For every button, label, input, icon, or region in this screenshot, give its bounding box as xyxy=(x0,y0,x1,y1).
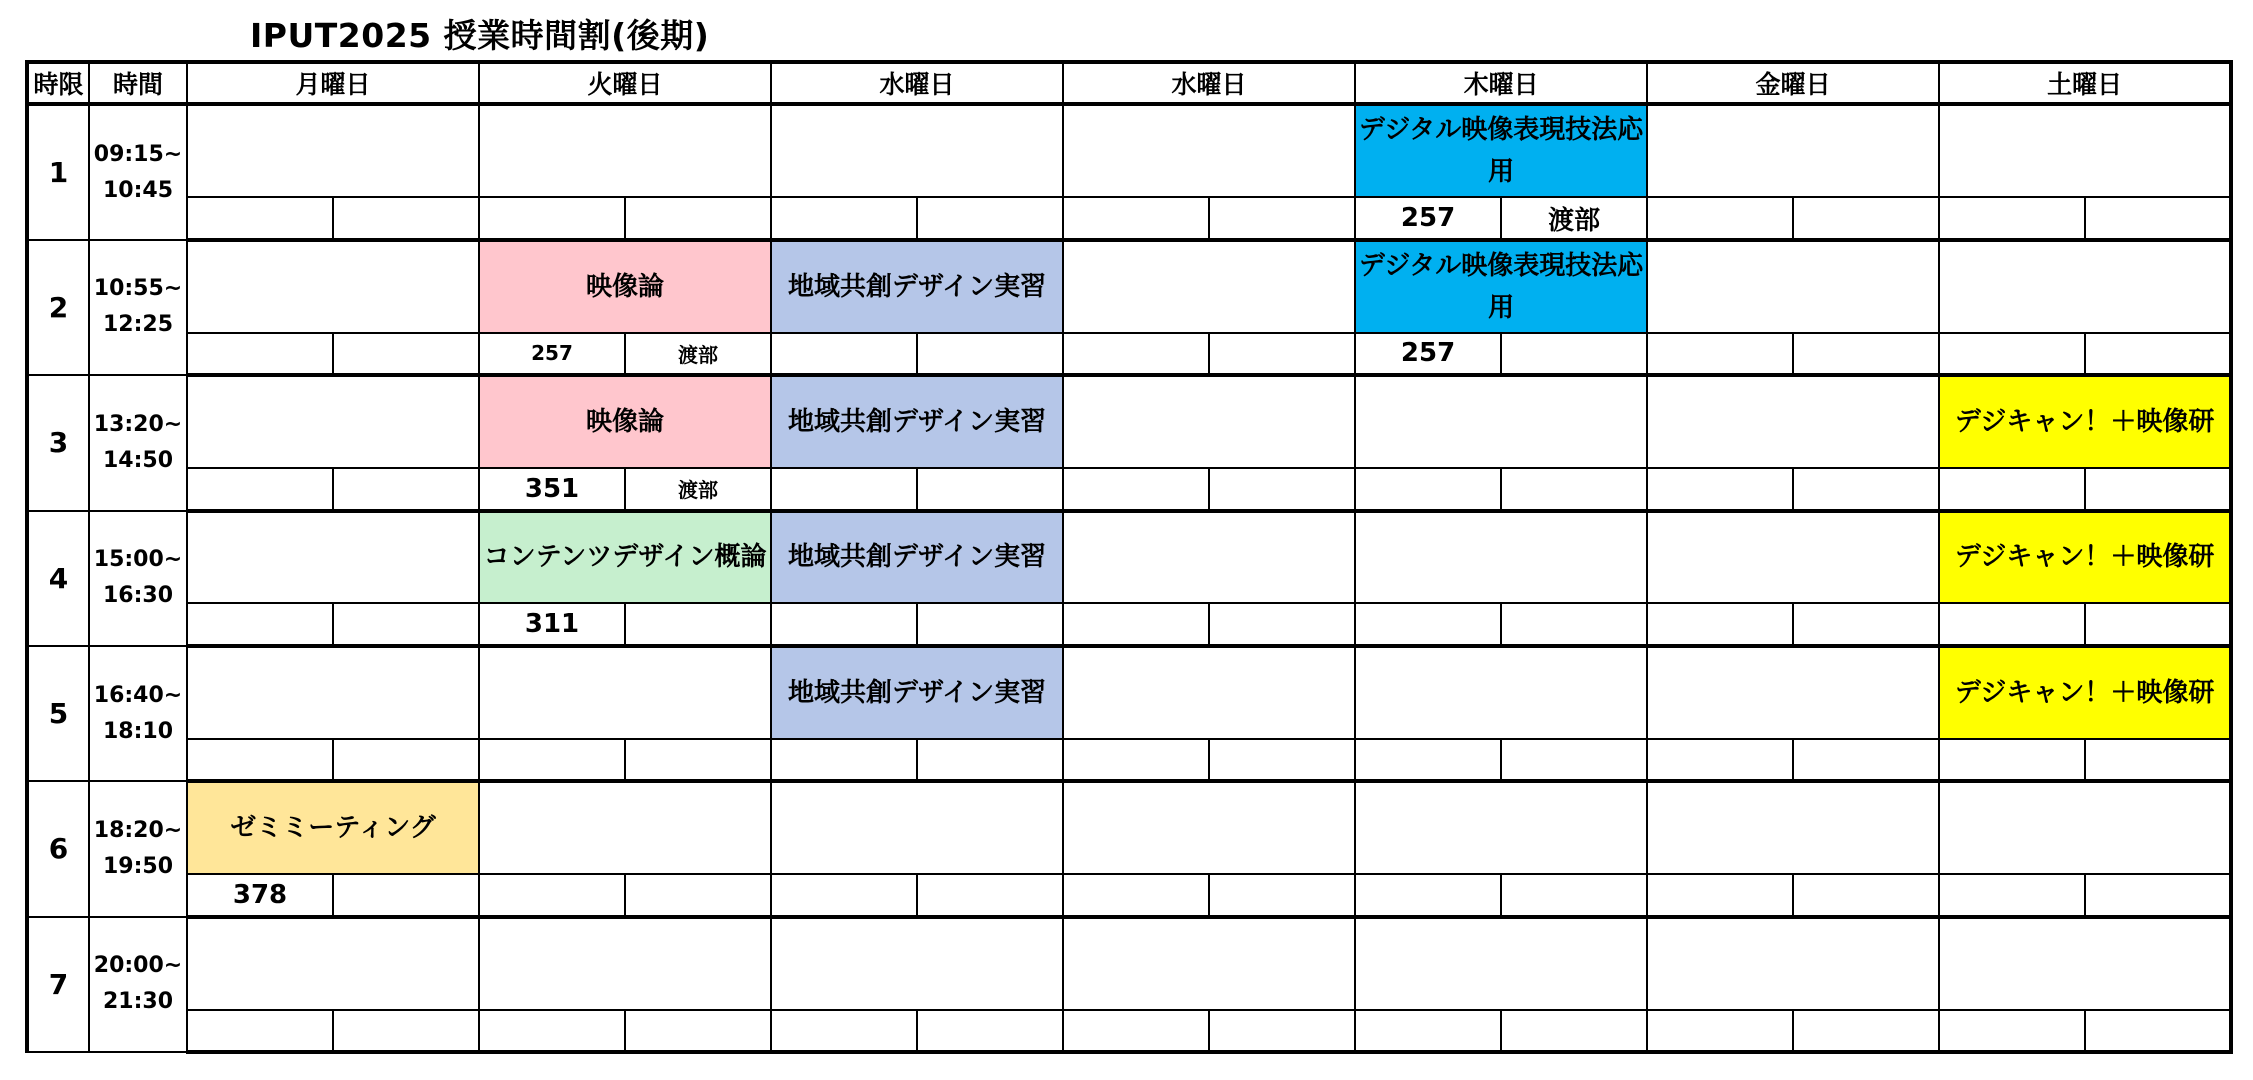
room-cell xyxy=(771,874,917,916)
room-cell: 378 xyxy=(187,874,333,916)
teacher-cell xyxy=(1209,1010,1355,1052)
teacher-cell xyxy=(2085,1010,2231,1052)
time-end: 12:25 xyxy=(102,312,174,338)
period-time xyxy=(89,240,187,375)
period-row xyxy=(27,375,2231,468)
class-cell xyxy=(1063,917,1355,1010)
teacher-cell xyxy=(1501,739,1647,781)
class-cell xyxy=(1647,511,1939,604)
header-day: 火曜日 xyxy=(479,62,771,104)
teacher-cell xyxy=(917,197,1063,239)
teacher-cell xyxy=(625,603,771,645)
room-cell xyxy=(1063,603,1209,645)
period-time xyxy=(89,511,187,646)
teacher-cell xyxy=(917,739,1063,781)
room-cell xyxy=(187,197,333,239)
header-day: 金曜日 xyxy=(1647,62,1939,104)
teacher-cell xyxy=(2085,739,2231,781)
room-cell xyxy=(1647,1010,1793,1052)
room-cell xyxy=(771,333,917,375)
teacher-cell xyxy=(917,1010,1063,1052)
time-end: 21:30 xyxy=(102,989,174,1015)
teacher-cell xyxy=(1209,739,1355,781)
teacher-cell xyxy=(625,739,771,781)
room-cell xyxy=(1939,1010,2085,1052)
time-start: 20:00~ xyxy=(93,953,183,979)
time-end: 18:10 xyxy=(102,718,174,744)
teacher-cell xyxy=(333,333,479,375)
room-cell xyxy=(1063,197,1209,239)
teacher-cell xyxy=(2085,468,2231,510)
room-cell xyxy=(1355,1010,1501,1052)
teacher-cell xyxy=(917,874,1063,916)
header-time: 時間 xyxy=(89,62,187,104)
teacher-cell xyxy=(917,603,1063,645)
header-day: 土曜日 xyxy=(1939,62,2231,104)
period-time xyxy=(89,781,187,916)
class-cell xyxy=(1355,375,1647,468)
period-time xyxy=(89,104,187,239)
teacher-cell xyxy=(2085,603,2231,645)
class-cell xyxy=(1939,917,2231,1010)
class-cell xyxy=(1355,646,1647,739)
header-day: 水曜日 xyxy=(1063,62,1355,104)
room-row xyxy=(27,603,2231,645)
class-cell xyxy=(1063,511,1355,604)
class-cell: 地域共創デザイン実習 xyxy=(771,646,1063,739)
teacher-cell xyxy=(1501,603,1647,645)
teacher-cell xyxy=(917,333,1063,375)
class-cell xyxy=(771,781,1063,874)
class-cell xyxy=(1647,240,1939,333)
room-cell xyxy=(187,603,333,645)
class-cell: コンテンツデザイン概論 xyxy=(479,511,771,604)
class-cell xyxy=(1939,104,2231,197)
period-number: 4 xyxy=(27,511,89,646)
timetable xyxy=(25,60,2233,1054)
room-row xyxy=(27,468,2231,510)
teacher-cell xyxy=(2085,333,2231,375)
teacher-cell xyxy=(1501,468,1647,510)
teacher-cell xyxy=(1501,874,1647,916)
period-row xyxy=(27,781,2231,874)
teacher-cell xyxy=(625,874,771,916)
room-cell: 311 xyxy=(479,603,625,645)
teacher-cell xyxy=(1209,468,1355,510)
class-cell: ゼミミーティング xyxy=(187,781,479,874)
class-cell xyxy=(771,917,1063,1010)
period-number: 7 xyxy=(27,917,89,1052)
class-cell xyxy=(1939,240,2231,333)
teacher-cell xyxy=(333,874,479,916)
class-cell xyxy=(479,917,771,1010)
class-cell xyxy=(1647,104,1939,197)
period-row xyxy=(27,917,2231,1010)
class-cell xyxy=(1647,917,1939,1010)
class-cell xyxy=(187,240,479,333)
teacher-cell xyxy=(1501,1010,1647,1052)
room-cell xyxy=(187,333,333,375)
class-cell: 映像論 xyxy=(479,375,771,468)
room-cell xyxy=(479,739,625,781)
class-cell xyxy=(187,917,479,1010)
class-cell: 地域共創デザイン実習 xyxy=(771,240,1063,333)
room-cell xyxy=(1647,468,1793,510)
teacher-cell xyxy=(333,739,479,781)
time-start: 10:55~ xyxy=(93,276,183,302)
teacher-cell: 渡部 xyxy=(625,333,771,375)
room-cell xyxy=(1063,874,1209,916)
room-cell xyxy=(1063,739,1209,781)
teacher-cell xyxy=(1793,333,1939,375)
class-cell xyxy=(479,646,771,739)
room-cell xyxy=(1939,874,2085,916)
class-cell xyxy=(1063,375,1355,468)
class-cell xyxy=(1939,781,2231,874)
header-day: 木曜日 xyxy=(1355,62,1647,104)
class-cell xyxy=(1063,646,1355,739)
class-cell xyxy=(1647,646,1939,739)
room-cell xyxy=(771,197,917,239)
room-row xyxy=(27,1010,2231,1052)
class-cell xyxy=(1355,781,1647,874)
period-row xyxy=(27,240,2231,333)
room-cell xyxy=(1355,874,1501,916)
time-start: 13:20~ xyxy=(93,411,183,437)
room-cell xyxy=(771,603,917,645)
class-cell xyxy=(771,104,1063,197)
room-cell xyxy=(1063,1010,1209,1052)
time-start: 18:20~ xyxy=(93,817,183,843)
teacher-cell xyxy=(1793,1010,1939,1052)
class-cell xyxy=(479,104,771,197)
room-cell xyxy=(1647,739,1793,781)
teacher-cell xyxy=(917,468,1063,510)
class-cell xyxy=(187,375,479,468)
time-start: 09:15~ xyxy=(93,141,183,167)
room-cell xyxy=(1647,603,1793,645)
teacher-cell: 渡部 xyxy=(1501,197,1647,239)
period-row xyxy=(27,104,2231,197)
room-cell xyxy=(771,739,917,781)
room-cell xyxy=(771,1010,917,1052)
room-cell xyxy=(187,468,333,510)
room-cell xyxy=(1939,197,2085,239)
room-cell xyxy=(479,197,625,239)
class-cell xyxy=(187,511,479,604)
room-cell: 257 xyxy=(479,333,625,375)
class-cell: デジタル映像表現技法応用 xyxy=(1355,104,1647,197)
class-cell xyxy=(187,646,479,739)
class-cell: デジキャン！＋映像研 xyxy=(1939,646,2231,739)
room-cell xyxy=(1647,874,1793,916)
period-row xyxy=(27,511,2231,604)
class-cell xyxy=(1063,781,1355,874)
room-cell xyxy=(1939,603,2085,645)
room-row xyxy=(27,739,2231,781)
room-cell xyxy=(1355,468,1501,510)
class-cell xyxy=(479,781,771,874)
period-time xyxy=(89,917,187,1052)
header-period: 時限 xyxy=(27,62,89,104)
class-cell: デジタル映像表現技法応用 xyxy=(1355,240,1647,333)
teacher-cell xyxy=(1793,603,1939,645)
period-number: 5 xyxy=(27,646,89,781)
room-cell xyxy=(1939,468,2085,510)
class-cell xyxy=(1647,375,1939,468)
teacher-cell xyxy=(2085,197,2231,239)
room-row xyxy=(27,874,2231,916)
teacher-cell xyxy=(333,197,479,239)
class-cell xyxy=(1355,511,1647,604)
teacher-cell xyxy=(1793,197,1939,239)
room-cell xyxy=(1355,739,1501,781)
teacher-cell xyxy=(625,1010,771,1052)
time-end: 19:50 xyxy=(102,853,174,879)
class-cell xyxy=(1647,781,1939,874)
period-number: 1 xyxy=(27,104,89,239)
room-cell xyxy=(187,739,333,781)
room-cell xyxy=(1063,468,1209,510)
room-cell xyxy=(1939,739,2085,781)
room-cell: 257 xyxy=(1355,197,1501,239)
teacher-cell xyxy=(333,468,479,510)
period-row xyxy=(27,646,2231,739)
period-number: 2 xyxy=(27,240,89,375)
teacher-cell xyxy=(1209,603,1355,645)
room-cell xyxy=(1355,603,1501,645)
room-row xyxy=(27,197,2231,239)
class-cell: 地域共創デザイン実習 xyxy=(771,511,1063,604)
teacher-cell xyxy=(1501,333,1647,375)
teacher-cell xyxy=(2085,874,2231,916)
time-start: 16:40~ xyxy=(93,682,183,708)
period-time xyxy=(89,646,187,781)
page-title: IPUT2025 授業時間割(後期) xyxy=(250,16,710,55)
room-cell xyxy=(1939,333,2085,375)
room-cell xyxy=(479,1010,625,1052)
teacher-cell xyxy=(1209,197,1355,239)
room-cell xyxy=(771,468,917,510)
teacher-cell xyxy=(333,1010,479,1052)
time-end: 16:30 xyxy=(102,583,174,609)
class-cell: デジキャン！＋映像研 xyxy=(1939,511,2231,604)
class-cell: デジキャン！＋映像研 xyxy=(1939,375,2231,468)
time-end: 14:50 xyxy=(102,447,174,473)
class-cell xyxy=(187,104,479,197)
teacher-cell xyxy=(333,603,479,645)
header-day: 月曜日 xyxy=(187,62,479,104)
teacher-cell: 渡部 xyxy=(625,468,771,510)
teacher-cell xyxy=(1209,333,1355,375)
teacher-cell xyxy=(625,197,771,239)
teacher-cell xyxy=(1209,874,1355,916)
class-cell: 映像論 xyxy=(479,240,771,333)
room-cell: 351 xyxy=(479,468,625,510)
room-cell xyxy=(1063,333,1209,375)
room-cell xyxy=(479,874,625,916)
header-day: 水曜日 xyxy=(771,62,1063,104)
teacher-cell xyxy=(1793,468,1939,510)
room-cell xyxy=(187,1010,333,1052)
room-cell: 257 xyxy=(1355,333,1501,375)
period-number: 3 xyxy=(27,375,89,510)
class-cell xyxy=(1063,240,1355,333)
period-time xyxy=(89,375,187,510)
header-row xyxy=(27,62,2231,104)
time-end: 10:45 xyxy=(102,177,174,203)
class-cell: 地域共創デザイン実習 xyxy=(771,375,1063,468)
period-number: 6 xyxy=(27,781,89,916)
room-cell xyxy=(1647,333,1793,375)
class-cell xyxy=(1063,104,1355,197)
room-row xyxy=(27,333,2231,375)
class-cell xyxy=(1355,917,1647,1010)
teacher-cell xyxy=(1793,739,1939,781)
teacher-cell xyxy=(1793,874,1939,916)
time-start: 15:00~ xyxy=(93,547,183,573)
room-cell xyxy=(1647,197,1793,239)
